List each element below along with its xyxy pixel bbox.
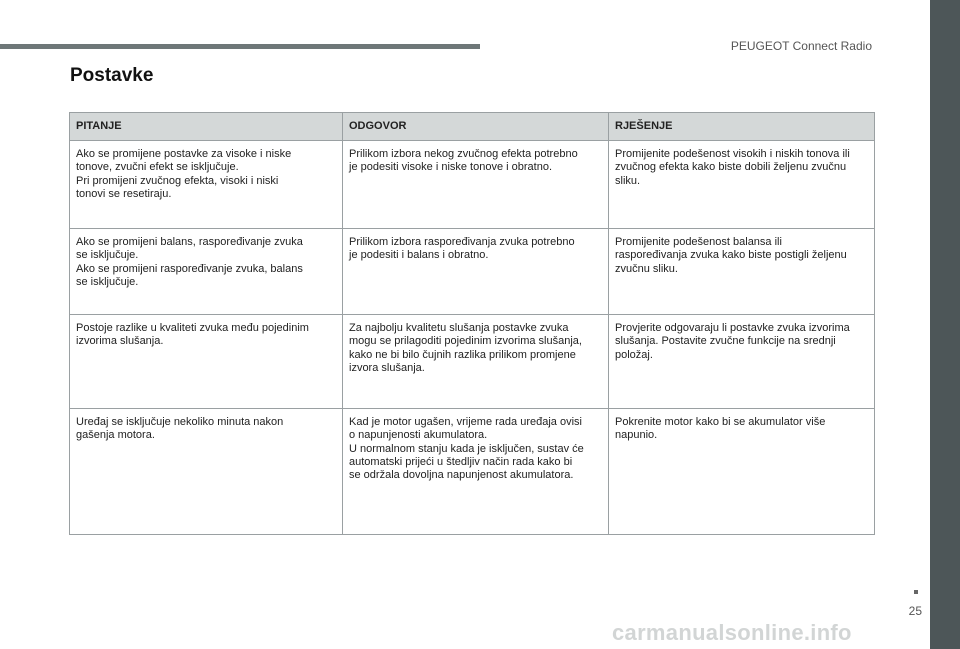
watermark: carmanualsonline.info (612, 620, 852, 645)
solution-cell (609, 409, 875, 535)
header-rule (0, 44, 480, 49)
solution-cell (609, 229, 875, 315)
question-cell (70, 141, 343, 229)
cell-line: tonovi se resetiraju. (76, 187, 172, 200)
question-cell (70, 229, 343, 315)
answer-cell (343, 409, 609, 535)
cell-line: je podesiti visoke i niske tonove i obratno. (349, 161, 553, 174)
faq-table (69, 112, 875, 535)
answer-cell (343, 315, 609, 409)
table-row (70, 315, 875, 409)
solution-cell (609, 315, 875, 409)
brand-header: PEUGEOT Connect Radio (730, 39, 872, 53)
answer-cell (343, 229, 609, 315)
cell-line: kako ne bi bilo čujnih razlika prilikom promjene (349, 348, 576, 361)
cell-line: položaj. (615, 348, 653, 361)
cell-line: se održala dovoljna napunjenost akumulatora. (349, 469, 574, 482)
side-bar (930, 0, 960, 649)
cell-line: Prilikom izbora raspoređivanja zvuka potrebno (349, 236, 575, 248)
cell-line: Za najbolju kvalitetu slušanja postavke zvuka (349, 322, 569, 334)
cell-line: izvora slušanja. (349, 361, 425, 374)
header-answer: ODGOVOR (343, 113, 609, 141)
cell-line: Postoje razlike u kvaliteti zvuka među pojedinim (76, 322, 309, 334)
cell-line: slušanja. Postavite zvučne funkcije na srednji (615, 335, 836, 348)
cell-line: se isključuje. (76, 275, 139, 288)
page-title: Postavke (70, 65, 154, 86)
cell-line: Uređaj se isključuje nekoliko minuta nakon (76, 416, 284, 428)
table-row (70, 141, 875, 229)
question-cell (70, 315, 343, 409)
cell-line: tonove, zvučni efekt se isključuje. (76, 161, 239, 174)
cell-line: zvučnog efekta kako biste dobili željenu zvučnu (615, 161, 847, 174)
cell-line: raspoređivanja zvuka kako biste postigli željenu (615, 249, 847, 262)
cell-line: Ako se promijeni balans, raspoređivanje zvuka (76, 236, 303, 248)
answer-cell (343, 141, 609, 229)
cell-line: Ako se promijeni raspoređivanje zvuka, balans (76, 262, 303, 275)
cell-line: se isključuje. (76, 249, 139, 262)
cell-line: Kad je motor ugašen, vrijeme rada uređaja ovisi (349, 416, 582, 428)
table-row (70, 229, 875, 315)
cell-line: mogu se prilagoditi pojedinim izvorima slušanja, (349, 335, 582, 348)
cell-line: izvorima slušanja. (76, 335, 164, 348)
solution-cell (609, 141, 875, 229)
cell-line: o napunjenosti akumulatora. (349, 429, 488, 442)
cell-line: sliku. (615, 174, 641, 187)
cell-line: napunio. (615, 429, 658, 442)
cell-line: U normalnom stanju kada je isključen, sustav će (349, 442, 584, 455)
table-row (70, 409, 875, 535)
cell-line: Promijenite podešenost visokih i niskih tonova ili (615, 148, 850, 160)
cell-line: Pri promijeni zvučnog efekta, visoki i niski (76, 174, 279, 187)
page-marker (914, 590, 918, 594)
cell-line: Pokrenite motor kako bi se akumulator više (615, 416, 826, 428)
header-question: PITANJE (70, 113, 343, 141)
cell-line: Ako se promijene postavke za visoke i niske (76, 148, 292, 160)
cell-line: Promijenite podešenost balansa ili (615, 236, 782, 248)
table-header-row (70, 113, 875, 141)
page-number: 25 (908, 604, 922, 618)
header-solution: RJEŠENJE (609, 113, 875, 141)
cell-line: Prilikom izbora nekog zvučnog efekta potrebno (349, 148, 578, 160)
cell-line: gašenja motora. (76, 429, 155, 442)
question-cell (70, 409, 343, 535)
cell-line: je podesiti i balans i obratno. (349, 249, 489, 262)
cell-line: zvučnu sliku. (615, 262, 678, 275)
cell-line: Provjerite odgovaraju li postavke zvuka izvorima (615, 322, 850, 334)
cell-line: automatski prijeći u štedljiv način rada kako bi (349, 455, 573, 468)
